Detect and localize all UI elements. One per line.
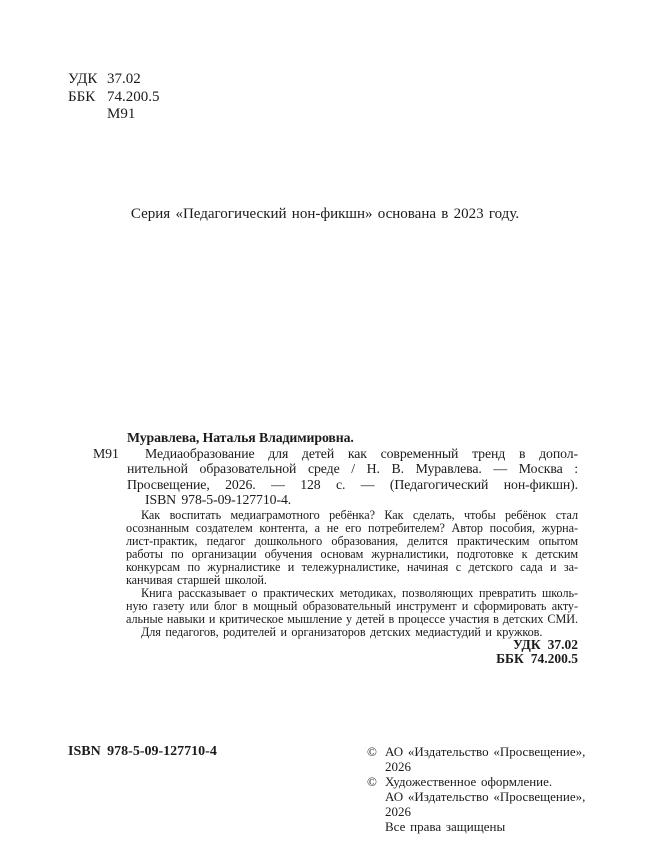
copyright-symbol (367, 789, 385, 819)
udk-bottom-label: УДК (513, 637, 541, 652)
bbk-bottom-row (496, 652, 578, 666)
copyright-block (367, 744, 612, 834)
copyright-text: АО «Издательство «Просвещение», 2026 (385, 789, 586, 819)
annotation-line: ную газету или блог в мощный образовательный инструмент и сформировать акту- (126, 599, 578, 613)
card-isbn-line: ISBN 978-5-09-127710-4. (145, 492, 292, 507)
udk-label: УДК (68, 71, 98, 87)
annotation-line: Как воспитать медиаграмотного ребёнка? Как сделать, чтобы ребёнок стал (141, 508, 578, 522)
udk-bottom-row (513, 638, 578, 652)
description-line: нительной образовательной среде / Н. В. Муравлева. — Москва : (127, 461, 578, 476)
annotation-line: работы по организации обучения основам журналистики, подготовке к детским (126, 547, 578, 561)
copyright-line (367, 744, 612, 774)
annotation-block (126, 509, 578, 639)
description-line: Просвещение, 2026. — 128 с. — (Педагогический нон-фикшн). (127, 476, 578, 492)
copyright-text: АО «Издательство «Просвещение», 2026 (385, 744, 586, 774)
annotation-line: лист-практик, педагог дошкольного образования, делится практическим опытом (126, 534, 578, 548)
description-line: Медиаобразование для детей как современный тренд в допол- (145, 445, 578, 461)
copyright-line (367, 774, 612, 789)
annotation-line: Книга рассказывает о практических методиках, позволяющих превратить школь- (141, 586, 578, 600)
annotation-line: канчивая старшей школой. (126, 573, 267, 587)
series-note: Серия «Педагогический нон-фикшн» основана в 2023 году. (130, 206, 520, 222)
catalog-card (93, 430, 578, 508)
copyright-line (367, 789, 612, 819)
annotation-line: осознанным создателем контента, а не его потребителем? Автор пособия, журна- (126, 521, 578, 535)
annotation-line: Для педагогов, родителей и организаторов детских медиастудий и кружков. (141, 625, 543, 639)
copyright-text: Все права защищены (385, 819, 506, 834)
bbk-bottom-value: 74.200.5 (530, 650, 578, 666)
card-code: М91 (93, 445, 119, 461)
udk-value: 37.02 (107, 71, 141, 87)
udk-row (68, 71, 160, 89)
author-sign-value: М91 (107, 106, 136, 122)
copyright-line (367, 819, 612, 834)
bbk-value: 74.200.5 (107, 88, 160, 105)
bbk-label: ББК (68, 88, 96, 105)
top-classification-block (68, 71, 160, 124)
annotation-line: конкурсам по журналистике и тележурналистике, начиная с детского сада и за- (126, 560, 578, 574)
copyright-symbol: © (367, 774, 377, 789)
author-sign-row (68, 106, 160, 124)
annotation-line: альные навыки и критическое мышление у детей в процессе участия в детских СМИ. (126, 612, 578, 626)
bbk-row (68, 89, 160, 107)
footer-isbn: ISBN 978-5-09-127710-4 (68, 744, 217, 759)
copyright-text: Художественное оформление. (385, 774, 553, 789)
bottom-classification-block (496, 638, 578, 665)
author-heading: Муравлева, Наталья Владимировна. (127, 430, 354, 445)
copyright-symbol: © (367, 744, 377, 759)
copyright-symbol (367, 819, 385, 834)
card-line-with-code (93, 446, 578, 462)
author-sign-label (68, 106, 107, 124)
udk-bottom-value: 37.02 (547, 637, 578, 652)
bbk-bottom-label: ББК (496, 650, 524, 666)
